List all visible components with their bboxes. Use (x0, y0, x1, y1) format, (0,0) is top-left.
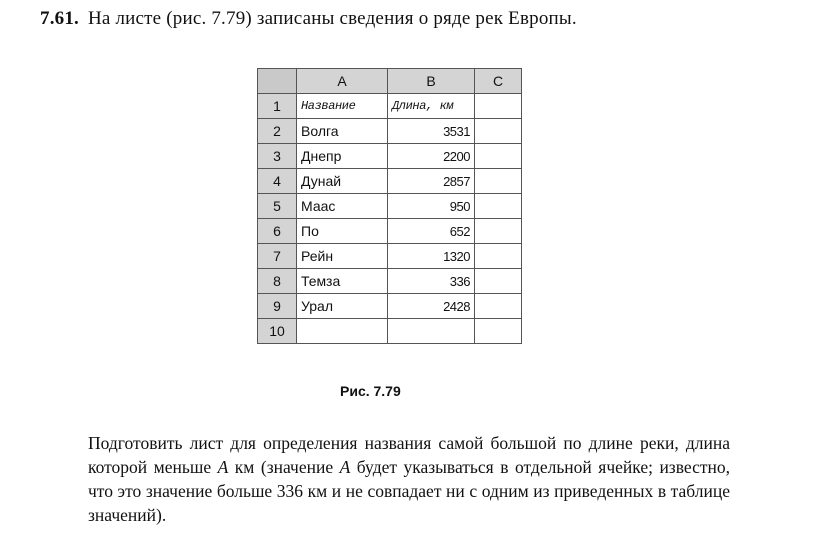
problem-title (40, 8, 577, 30)
cell-a4: Дунай (297, 169, 388, 194)
table-row (258, 144, 522, 169)
cell-a7: Рейн (297, 244, 388, 269)
row-header: 10 (258, 319, 297, 344)
row-header: 1 (258, 94, 297, 119)
cell-c2 (475, 119, 522, 144)
cell-c3 (475, 144, 522, 169)
cell-c8 (475, 269, 522, 294)
cell-c5 (475, 194, 522, 219)
cell-a8: Темза (297, 269, 388, 294)
row-header: 5 (258, 194, 297, 219)
row-header: 9 (258, 294, 297, 319)
table-row (258, 269, 522, 294)
corner-cell (258, 69, 297, 94)
cell-a1: Название (297, 94, 388, 119)
cell-a10 (297, 319, 388, 344)
table-row (258, 219, 522, 244)
problem-number: 7.61. (40, 8, 79, 29)
row-header: 4 (258, 169, 297, 194)
table-row (258, 194, 522, 219)
cell-b5: 950 (388, 194, 475, 219)
cell-c6 (475, 219, 522, 244)
row-header: 3 (258, 144, 297, 169)
cell-c10 (475, 319, 522, 344)
table-row (258, 294, 522, 319)
table-row (258, 94, 522, 119)
table-row (258, 244, 522, 269)
cell-c1 (475, 94, 522, 119)
cell-b3: 2200 (388, 144, 475, 169)
cell-b1: Длина, км (388, 94, 475, 119)
cell-b2: 3531 (388, 119, 475, 144)
column-header-b: B (388, 69, 475, 94)
table-row (258, 119, 522, 144)
column-header-c: C (475, 69, 522, 94)
task-text (88, 431, 730, 527)
cell-a5: Маас (297, 194, 388, 219)
column-header-row (258, 69, 522, 94)
cell-a9: Урал (297, 294, 388, 319)
task-text-part-2: км (значение (228, 457, 340, 477)
row-header: 2 (258, 119, 297, 144)
variable-a: А (217, 457, 229, 477)
figure-caption: Рис. 7.79 (340, 383, 401, 399)
variable-a: А (339, 457, 351, 477)
task-text-part-3: будет указываться в отдельной ячейке; известно, что это значение больше 336 км и не совпадает ни с одним из приведенных в таблице значений). (88, 457, 730, 525)
row-header: 6 (258, 219, 297, 244)
cell-c9 (475, 294, 522, 319)
task-text-part-1: Подготовить лист для определения названия самой большой по длине реки, длина которой меньше (88, 433, 730, 477)
cell-b6: 652 (388, 219, 475, 244)
cell-b8: 336 (388, 269, 475, 294)
cell-b7: 1320 (388, 244, 475, 269)
row-header: 8 (258, 269, 297, 294)
column-header-a: A (297, 69, 388, 94)
cell-b10 (388, 319, 475, 344)
cell-c7 (475, 244, 522, 269)
table-row (258, 169, 522, 194)
cell-a3: Днепр (297, 144, 388, 169)
cell-a6: По (297, 219, 388, 244)
cell-a2: Волга (297, 119, 388, 144)
spreadsheet-figure (257, 68, 522, 344)
table-row (258, 319, 522, 344)
cell-b9: 2428 (388, 294, 475, 319)
cell-b4: 2857 (388, 169, 475, 194)
cell-c4 (475, 169, 522, 194)
row-header: 7 (258, 244, 297, 269)
problem-statement: На листе (рис. 7.79) записаны сведения о ряде рек Европы. (87, 8, 577, 29)
